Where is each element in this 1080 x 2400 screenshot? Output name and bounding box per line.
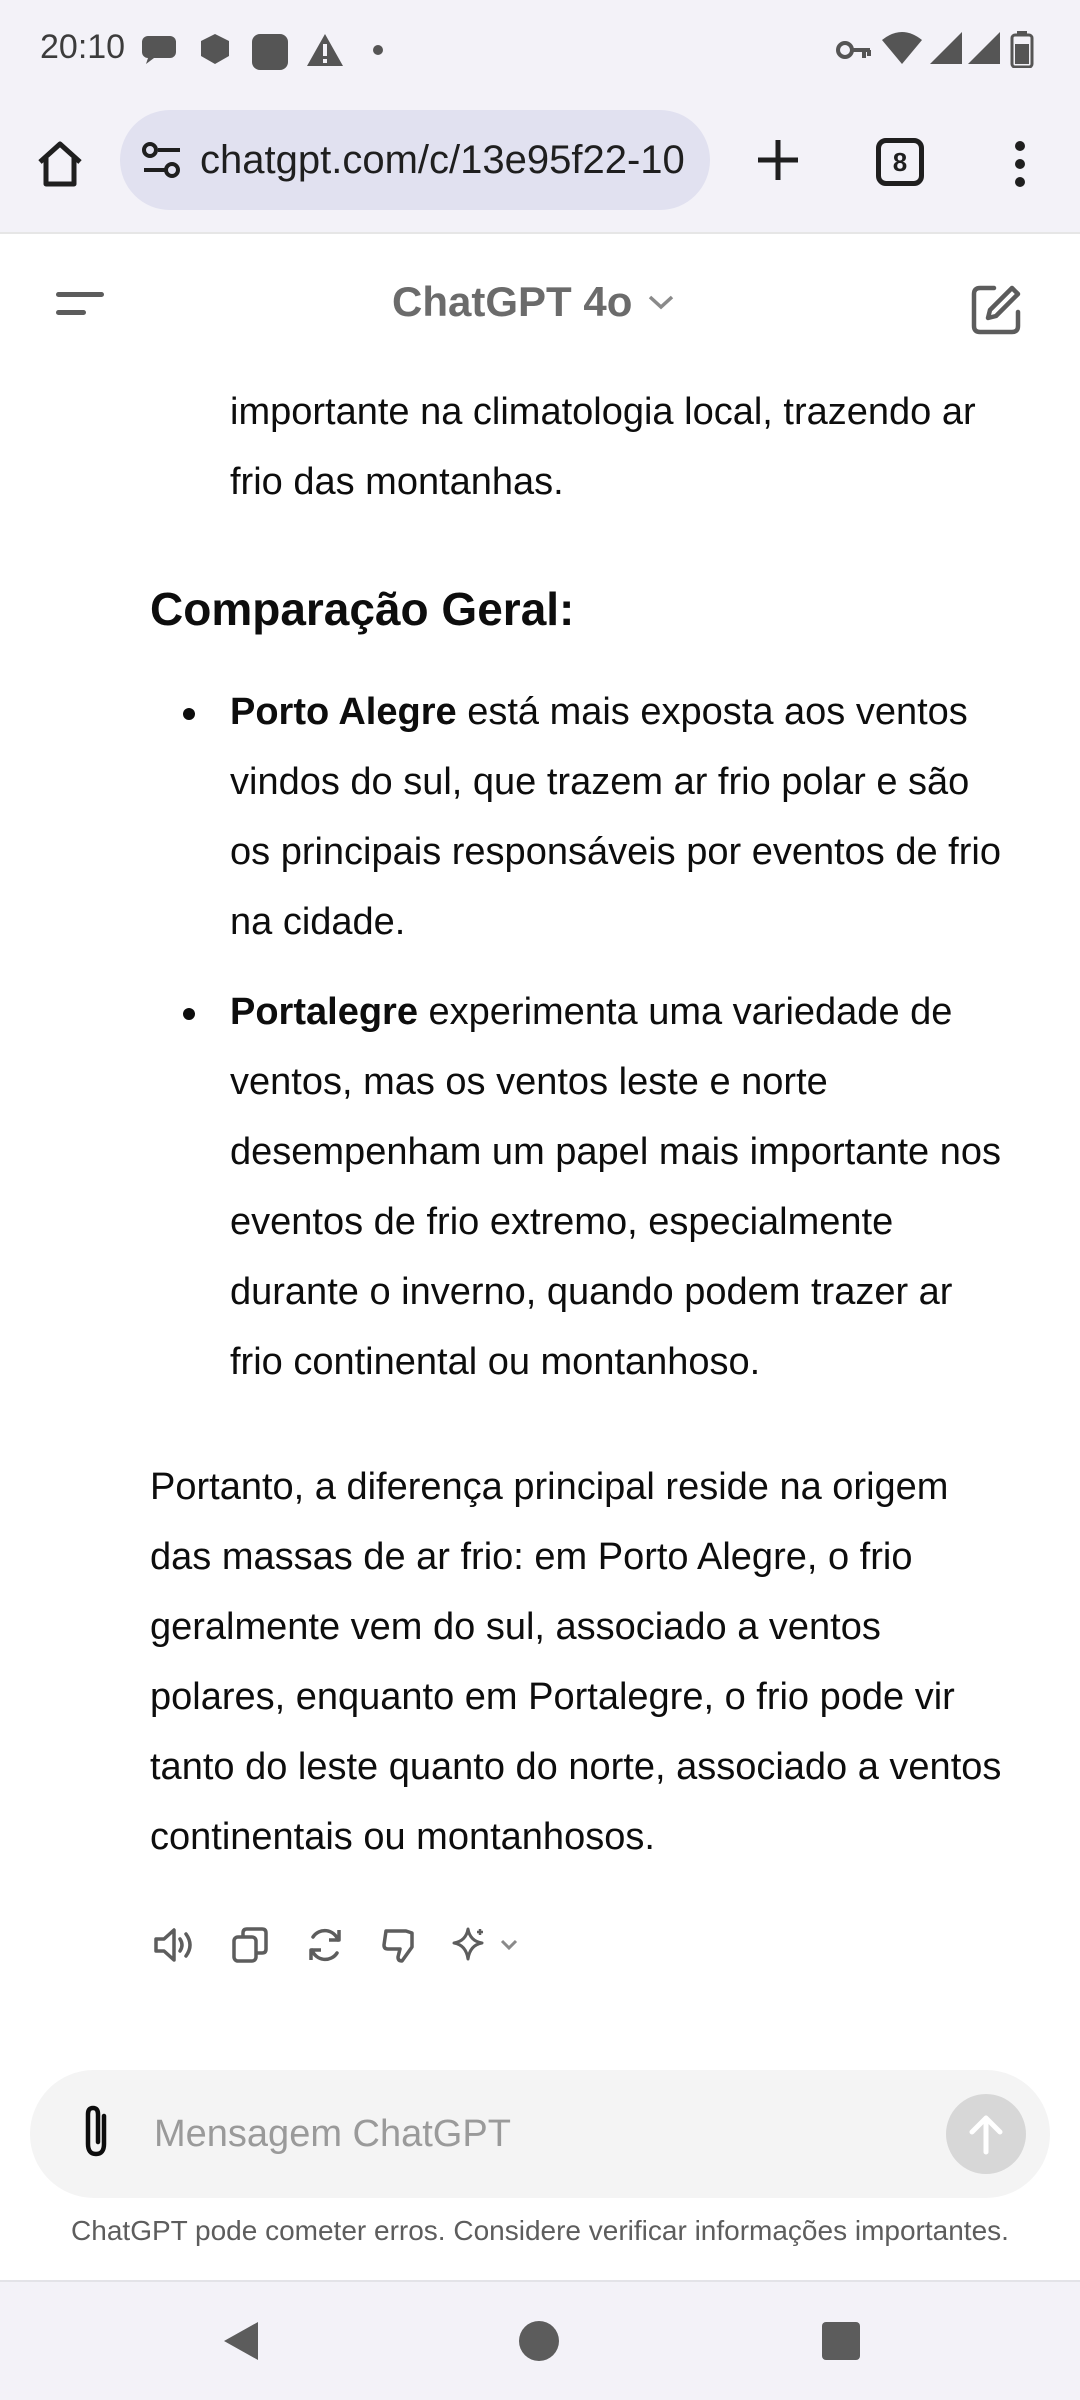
text-line xyxy=(230,677,1060,747)
regenerate-icon xyxy=(305,1925,345,1965)
url-text[interactable]: chatgpt.com/c/13e95f22-10 xyxy=(200,138,685,182)
text-line: desempenham um papel mais importante nos xyxy=(230,1131,1001,1173)
text-line: frio continental ou montanhoso. xyxy=(230,1341,761,1383)
read-aloud-button[interactable] xyxy=(150,1920,200,1970)
regenerate-button[interactable] xyxy=(300,1920,350,1970)
copy-button[interactable] xyxy=(225,1920,275,1970)
new-tab-button[interactable] xyxy=(742,124,814,196)
text-line: das massas de ar frio: em Porto Alegre, o frio xyxy=(150,1536,913,1578)
home-nav-icon[interactable] xyxy=(516,2318,562,2364)
text-line: geralmente vem do sul, associado a ventos xyxy=(150,1606,881,1648)
home-icon xyxy=(34,138,86,190)
battery-icon xyxy=(1010,30,1034,68)
section-heading: Comparação Geral: xyxy=(150,583,575,635)
new-chat-icon[interactable] xyxy=(966,280,1026,340)
text-line: frio das montanhas. xyxy=(230,461,564,503)
status-bar xyxy=(0,0,1080,98)
thumbs-down-icon xyxy=(380,1925,420,1965)
bullet-bold-term: Porto Alegre xyxy=(230,691,457,733)
disclaimer-text: ChatGPT pode cometer erros. Considere verificar informações importantes. xyxy=(71,2215,1009,2246)
bullet-text: experimenta uma variedade de xyxy=(417,991,953,1033)
back-icon[interactable] xyxy=(218,2318,264,2364)
speaker-icon xyxy=(152,1925,198,1965)
previous-bullet-continuation xyxy=(230,377,1050,517)
message-composer xyxy=(30,2070,1050,2198)
recents-icon[interactable] xyxy=(820,2320,862,2362)
app-header xyxy=(0,232,1080,377)
bullet-dot xyxy=(183,708,195,720)
sidebar-toggle-button[interactable] xyxy=(56,290,116,330)
text-line: Portanto, a diferença principal reside na origem xyxy=(150,1466,949,1508)
bad-response-button[interactable] xyxy=(375,1920,425,1970)
text-line: vindos do sul, que trazem ar frio polar e são xyxy=(230,761,970,803)
status-time: 20:10 xyxy=(40,28,126,66)
shield-notification-icon xyxy=(198,32,232,66)
text-line: importante na climatologia local, trazendo ar xyxy=(230,391,976,433)
message-input[interactable] xyxy=(154,2104,934,2164)
text-line: ventos, mas os ventos leste e norte xyxy=(230,1061,828,1103)
text-line: polares, enquanto em Portalegre, o frio pode vir xyxy=(150,1676,955,1718)
browser-menu-button[interactable] xyxy=(990,128,1050,200)
text-line: continentais ou montanhosos. xyxy=(150,1816,655,1858)
message-notification-icon xyxy=(140,32,180,66)
summary-paragraph xyxy=(150,1452,1055,1872)
text-line: tanto do leste quanto do norte, associado a ventos xyxy=(150,1746,1002,1788)
send-button[interactable] xyxy=(946,2094,1026,2174)
list-item xyxy=(230,977,1060,1397)
copy-icon xyxy=(230,1925,270,1965)
text-line: na cidade. xyxy=(230,901,406,943)
vpn-key-icon xyxy=(836,38,872,62)
system-navigation-bar xyxy=(0,2280,1080,2400)
menu-line-icon xyxy=(56,292,104,297)
text-line: durante o inverno, quando podem trazer ar xyxy=(230,1271,953,1313)
text-line: eventos de frio extremo, especialmente xyxy=(230,1201,894,1243)
home-button[interactable] xyxy=(24,128,96,200)
model-selector[interactable] xyxy=(392,278,676,326)
bullet-dot xyxy=(183,1008,195,1020)
signal-1-icon xyxy=(928,30,964,66)
plus-icon xyxy=(754,136,802,184)
app-notification-icon xyxy=(250,32,290,72)
wifi-icon xyxy=(880,30,924,66)
message-actions xyxy=(150,1915,549,1975)
site-settings-icon[interactable] xyxy=(140,138,184,182)
text-line: os principais responsáveis por eventos de frio xyxy=(230,831,1001,873)
attach-icon[interactable] xyxy=(76,2102,116,2162)
more-vert-icon xyxy=(1012,138,1028,190)
chevron-down-icon xyxy=(646,292,676,312)
address-bar[interactable] xyxy=(120,110,710,210)
menu-line-icon xyxy=(56,310,86,315)
signal-2-icon xyxy=(966,30,1002,66)
bullet-text: está mais exposta aos ventos xyxy=(456,691,968,733)
switch-model-button[interactable] xyxy=(450,1920,524,1970)
list-item xyxy=(230,677,1060,957)
arrow-up-icon xyxy=(966,2112,1006,2156)
warning-icon xyxy=(305,32,345,68)
text-line xyxy=(230,977,1060,1047)
bullet-bold-term: Portalegre xyxy=(230,991,418,1033)
sparkle-model-icon xyxy=(450,1925,524,1965)
more-notifications-dot-icon xyxy=(372,44,384,56)
model-title: ChatGPT 4o xyxy=(392,278,633,325)
browser-toolbar xyxy=(0,98,1080,232)
tab-switcher-button[interactable]: 8 xyxy=(876,138,924,186)
